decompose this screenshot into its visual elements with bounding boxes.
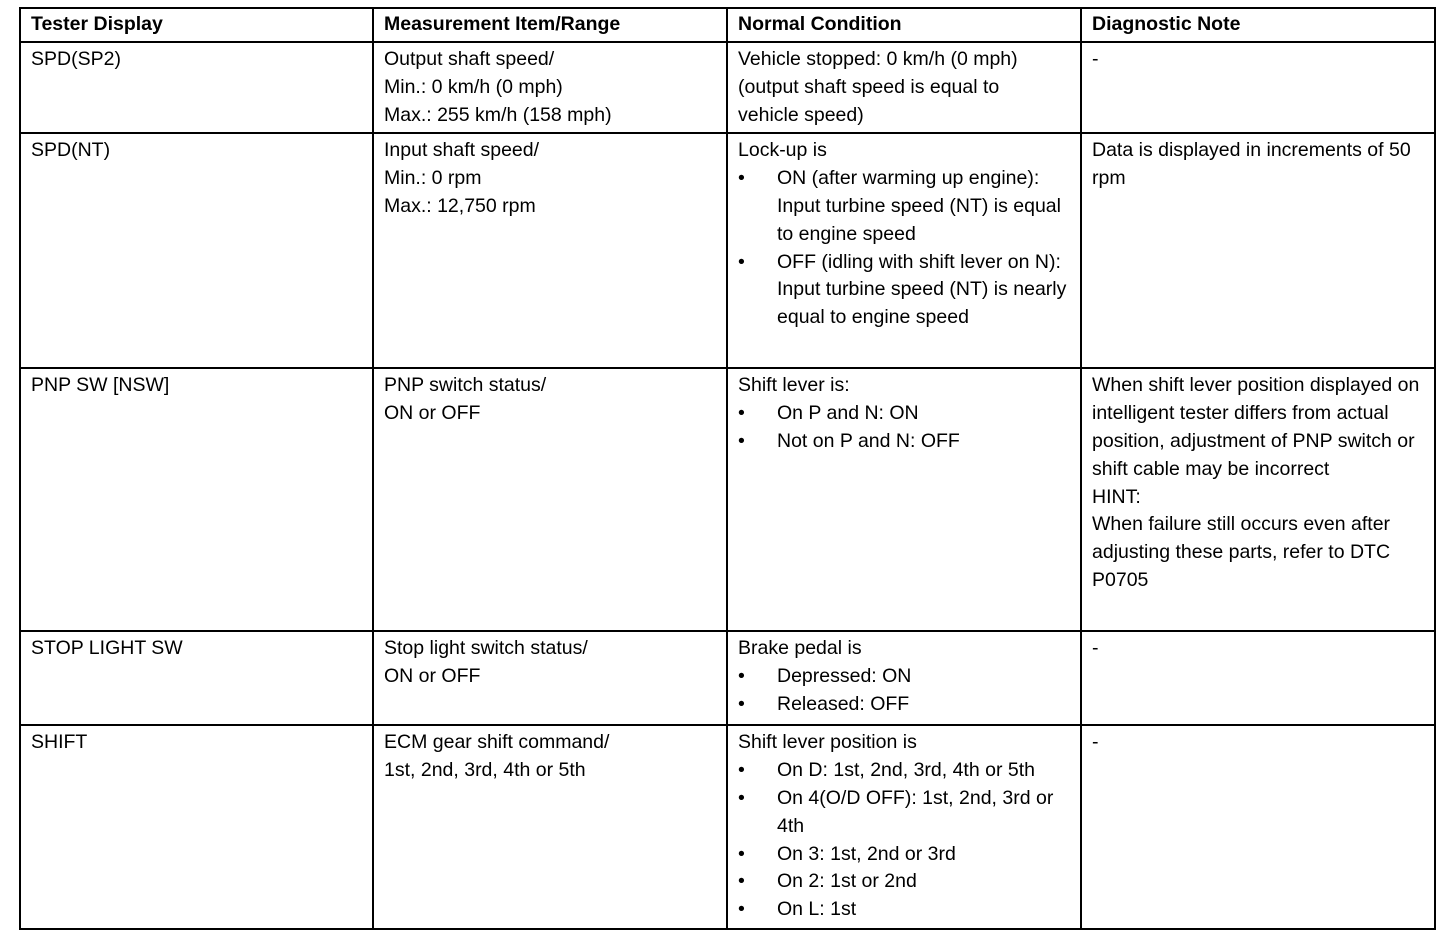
list-item — [738, 841, 1072, 869]
condition-line: (output shaft speed is equal to — [738, 75, 1000, 98]
list-item — [738, 691, 1072, 719]
table-header-row — [20, 8, 1435, 42]
range-line: ON or OFF — [384, 665, 481, 688]
tester-display-text: PNP SW [NSW] — [31, 374, 170, 397]
header-measurement-item-range: Measurement Item/Range — [373, 8, 727, 42]
bullet-text: OFF (idling with shift lever on N): Input turbine speed (NT) is nearly equal to engine speed — [777, 250, 1067, 329]
table-row — [20, 42, 1435, 133]
measurement-range-cell — [373, 368, 727, 631]
hint-text: When failure still occurs even after adjusting these parts, refer to DTC P0705 — [1092, 513, 1391, 591]
table-row — [20, 631, 1435, 725]
bullet-text: On 4(O/D OFF): 1st, 2nd, 3rd or 4th — [777, 786, 1054, 837]
bullet-text: On 3: 1st, 2nd or 3rd — [777, 842, 956, 865]
tester-display-cell — [20, 133, 373, 368]
bullet-icon: • — [738, 870, 745, 893]
diagnostic-note-text: - — [1092, 48, 1099, 70]
tester-display-cell — [20, 42, 373, 133]
range-line: Output shaft speed/ — [384, 48, 555, 70]
range-line: Stop light switch status/ — [384, 637, 588, 660]
range-line: Max.: 12,750 rpm — [384, 194, 536, 217]
bullet-text: On 2: 1st or 2nd — [777, 870, 917, 893]
condition-line: Vehicle stopped: 0 km/h (0 mph) — [738, 48, 1018, 70]
tester-display-text: SHIFT — [31, 731, 88, 754]
bullet-icon: • — [738, 665, 745, 688]
list-item — [738, 663, 1072, 691]
list-item — [738, 165, 1072, 248]
bullet-icon: • — [738, 167, 745, 190]
condition-line: vehicle speed) — [738, 103, 864, 126]
diagnostic-note-cell — [1081, 631, 1435, 725]
tester-display-text: STOP LIGHT SW — [31, 637, 183, 660]
bullet-text: ON (after warming up engine): Input turbine speed (NT) is equal to engine speed — [777, 167, 1061, 245]
bullet-icon: • — [738, 898, 745, 921]
diagnostic-note-cell — [1081, 368, 1435, 631]
header-diagnostic-note: Diagnostic Note — [1081, 8, 1435, 42]
bullet-text: On D: 1st, 2nd, 3rd, 4th or 5th — [777, 759, 1035, 782]
diagnostic-note-text: - — [1092, 637, 1099, 660]
normal-condition-cell — [727, 368, 1081, 631]
diagnostic-data-table — [19, 7, 1436, 930]
diagnostic-note-cell — [1081, 133, 1435, 368]
list-item — [738, 896, 1072, 924]
range-line: ECM gear shift command/ — [384, 731, 610, 754]
bullet-icon: • — [738, 759, 745, 782]
list-item — [738, 249, 1072, 332]
list-item — [738, 785, 1072, 841]
condition-bullet-list — [738, 757, 1072, 924]
header-normal-condition: Normal Condition — [727, 8, 1081, 42]
normal-condition-cell — [727, 133, 1081, 368]
bullet-icon: • — [738, 786, 745, 809]
condition-intro: Lock-up is — [738, 139, 827, 162]
table-row — [20, 725, 1435, 929]
list-item — [738, 757, 1072, 785]
normal-condition-cell — [727, 725, 1081, 929]
bullet-icon: • — [738, 250, 745, 273]
bullet-icon: • — [738, 692, 745, 715]
diagnostic-note-text: - — [1092, 731, 1099, 754]
range-line: Min.: 0 km/h (0 mph) — [384, 75, 563, 98]
range-line: PNP switch status/ — [384, 374, 547, 397]
bullet-icon: • — [738, 429, 745, 452]
diagnostic-note-text: When shift lever position displayed on intelligent tester differs from actual position, adjustment of PNP switch or shift cable may be incorrect — [1092, 374, 1420, 480]
bullet-icon: • — [738, 842, 745, 865]
header-tester-display: Tester Display — [20, 8, 373, 42]
bullet-text: Released: OFF — [777, 692, 910, 715]
condition-bullet-list — [738, 663, 1072, 719]
bullet-text: Not on P and N: OFF — [777, 429, 960, 452]
tester-display-text: SPD(NT) — [31, 139, 111, 162]
condition-intro: Shift lever position is — [738, 731, 917, 754]
range-line: Min.: 0 rpm — [384, 167, 482, 190]
bullet-text: On P and N: ON — [777, 402, 919, 425]
bullet-icon: • — [738, 402, 745, 425]
list-item — [738, 868, 1072, 896]
normal-condition-cell — [727, 631, 1081, 725]
diagnostic-note-text: Data is displayed in increments of 50 rpm — [1092, 139, 1411, 190]
range-line: Input shaft speed/ — [384, 139, 540, 162]
tester-display-cell — [20, 631, 373, 725]
hint-label: HINT: — [1092, 485, 1141, 508]
condition-intro: Brake pedal is — [738, 637, 862, 660]
condition-bullet-list — [738, 165, 1072, 332]
tester-display-cell — [20, 725, 373, 929]
diagnostic-note-cell — [1081, 725, 1435, 929]
measurement-range-cell — [373, 133, 727, 368]
table-row — [20, 133, 1435, 368]
condition-bullet-list — [738, 400, 1072, 456]
measurement-range-cell — [373, 631, 727, 725]
tester-display-text: SPD(SP2) — [31, 48, 121, 70]
range-line: ON or OFF — [384, 402, 481, 425]
normal-condition-cell — [727, 42, 1081, 133]
list-item — [738, 428, 1072, 456]
tester-display-cell — [20, 368, 373, 631]
range-line: Max.: 255 km/h (158 mph) — [384, 103, 612, 126]
measurement-range-cell — [373, 42, 727, 133]
table-row — [20, 368, 1435, 631]
bullet-text: Depressed: ON — [777, 665, 912, 688]
measurement-range-cell — [373, 725, 727, 929]
list-item — [738, 400, 1072, 428]
diagnostic-note-cell — [1081, 42, 1435, 133]
condition-intro: Shift lever is: — [738, 374, 850, 397]
range-line: 1st, 2nd, 3rd, 4th or 5th — [384, 759, 586, 782]
bullet-text: On L: 1st — [777, 898, 857, 921]
